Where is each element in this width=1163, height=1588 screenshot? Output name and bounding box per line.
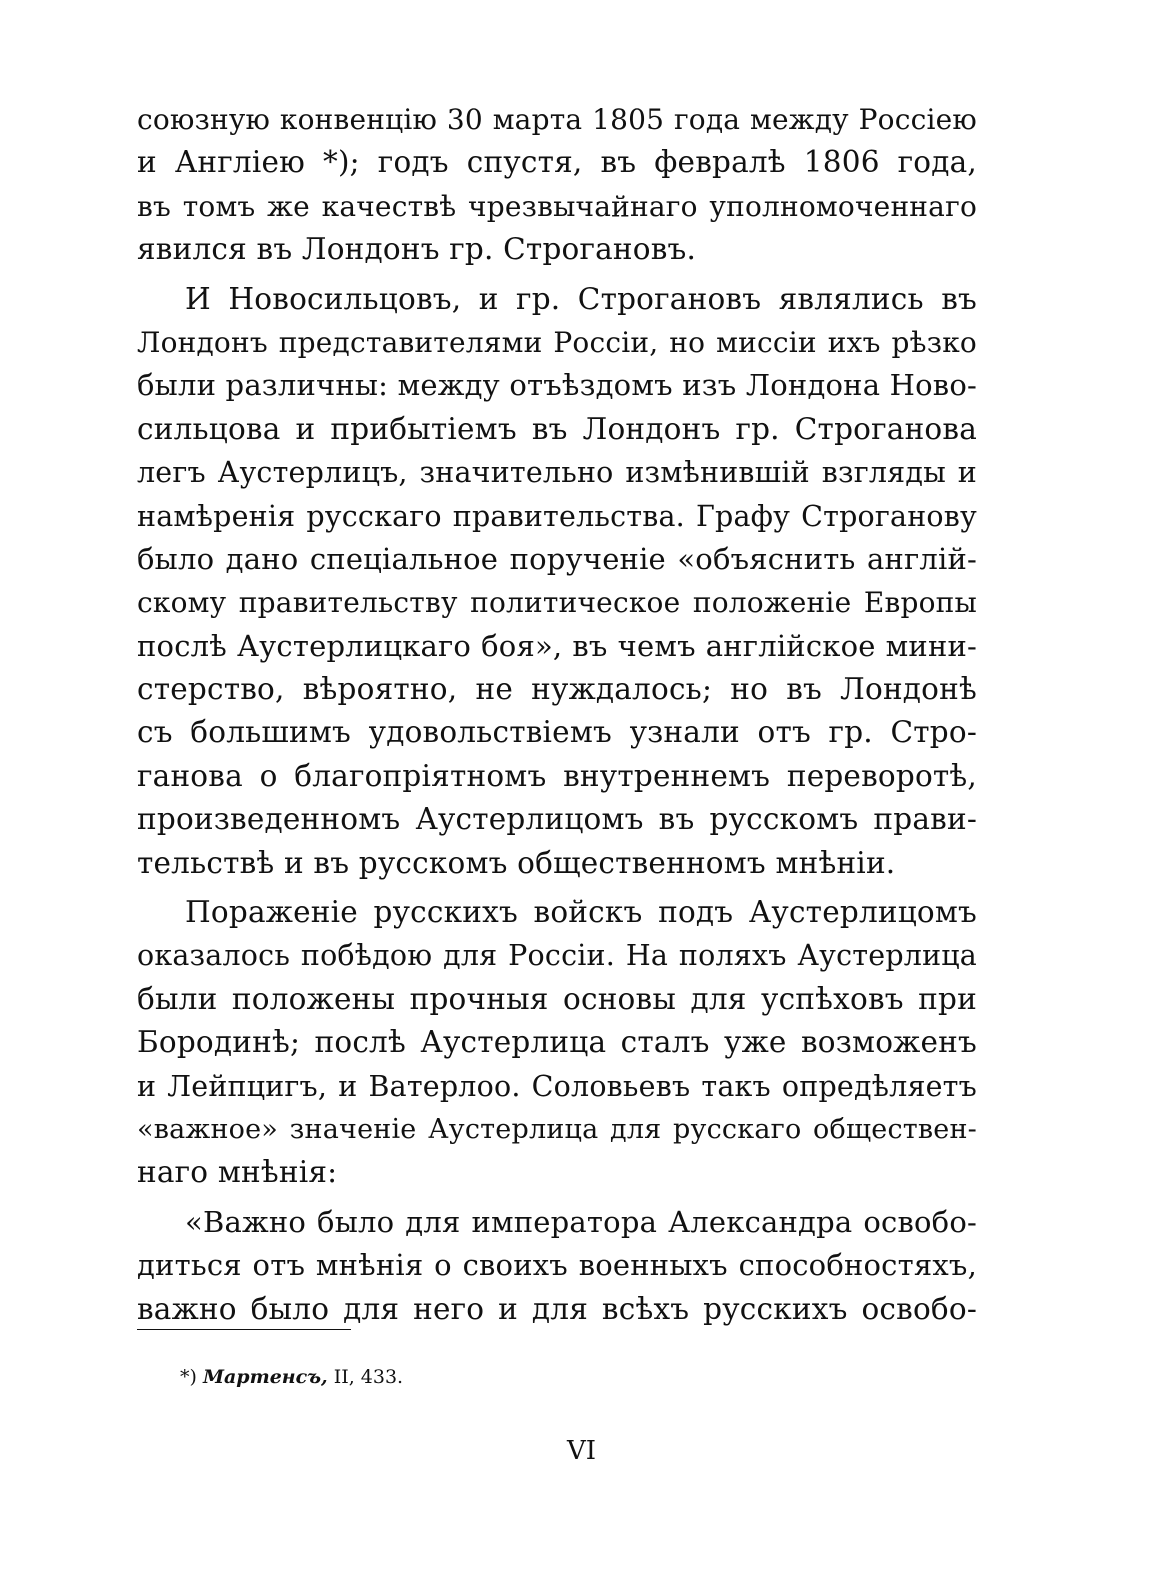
text-line: легъ Аустерлицъ, значительно измѣнившій взгляды и	[137, 456, 977, 490]
text-line: съ большимъ удовольствіемъ узнали отъ гр. Стро-	[137, 715, 977, 750]
text-line: «важное» значеніе Аустерлица для русскаго обществен-	[137, 1113, 977, 1145]
text-line: И Новосильцовъ, и гр. Строгановъ являлись въ	[185, 281, 977, 316]
footnote	[180, 1364, 403, 1390]
text-line: было дано спеціальное порученіе «объяснить англій-	[137, 541, 977, 576]
paragraph	[137, 1201, 977, 1331]
text-line: важно было для него и для всѣхъ русскихъ освобо-	[137, 1291, 977, 1326]
text-line: были различны: между отъѣздомъ изъ Лондона Ново-	[137, 368, 977, 403]
footnote-marker: *)	[180, 1366, 197, 1388]
text-line: сильцова и прибытіемъ въ Лондонъ гр. Строганова	[137, 411, 977, 446]
text-line: явился въ Лондонъ гр. Строгановъ.	[137, 232, 697, 267]
text-line: наго мнѣнія:	[137, 1155, 338, 1190]
text-line: диться отъ мнѣнія о своихъ военныхъ способностяхъ,	[137, 1248, 977, 1283]
text-line: послѣ Аустерлицкаго боя», въ чемъ англійское мини-	[137, 628, 977, 663]
text-line: Пораженіе русскихъ войскъ подъ Аустерлицомъ	[185, 895, 977, 930]
footnote-author: Мартенсъ,	[202, 1366, 328, 1388]
text-line: тельствѣ и въ русскомъ общественномъ мнѣніи.	[137, 845, 896, 880]
text-line: въ томъ же качествѣ чрезвычайнаго уполномоченнаго	[137, 189, 977, 223]
text-line: были положены прочныя основы для успѣховъ при	[137, 981, 977, 1016]
text-line: Лондонъ представителями Россіи, но миссіи ихъ рѣзко	[137, 325, 977, 359]
paragraph	[137, 278, 977, 885]
text-line: «Важно было для императора Александра освобо-	[185, 1204, 977, 1239]
text-line: скому правительству политическое положеніе Европы	[137, 586, 977, 620]
text-line: и Лейпцигъ, и Ватерлоо. Соловьевъ такъ опредѣляетъ	[137, 1069, 977, 1103]
paragraph	[137, 98, 977, 272]
text-line: ганова о благопріятномъ внутреннемъ переворотѣ,	[137, 758, 977, 793]
footnote-divider	[137, 1329, 351, 1330]
text-line: союзную конвенцію 30 марта 1805 года между Россіею	[137, 103, 977, 136]
text-line: и Англіею *); годъ спустя, въ февралѣ 1806 года,	[137, 145, 977, 180]
footnote-reference: II, 433.	[333, 1366, 404, 1388]
text-line: оказалось побѣдою для Россіи. На поляхъ Аустерлица	[137, 939, 977, 973]
text-line: произведенномъ Аустерлицомъ въ русскомъ прави-	[137, 802, 977, 837]
paragraph	[137, 891, 977, 1195]
text-line: Бородинѣ; послѣ Аустерлица сталъ уже возможенъ	[137, 1025, 977, 1060]
page-number: VI	[566, 1436, 597, 1466]
text-line: намѣренія русскаго правительства. Графу Строганову	[137, 499, 977, 533]
text-line: стерство, вѣроятно, не нуждалось; но въ Лондонѣ	[137, 672, 977, 707]
body-text	[137, 98, 977, 1331]
